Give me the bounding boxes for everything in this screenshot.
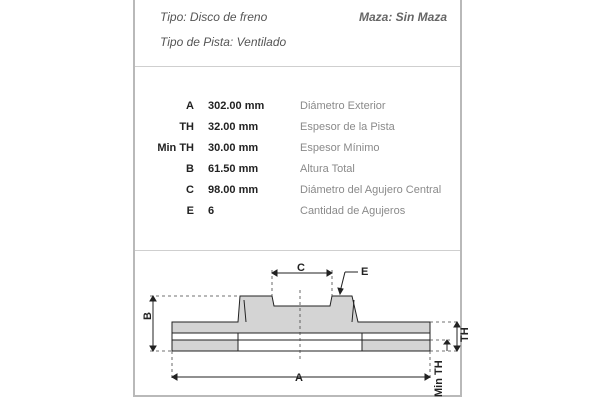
- spec-label: A: [186, 100, 194, 112]
- spec-description: Altura Total: [300, 163, 355, 175]
- dim-min-th-label: Min TH: [433, 360, 445, 397]
- spec-description: Espesor de la Pista: [300, 121, 395, 133]
- spec-value: 6: [208, 205, 215, 217]
- spec-description: Diámetro Exterior: [300, 100, 386, 112]
- spec-value: 98.00 mm: [208, 184, 259, 196]
- dim-e-label: E: [361, 266, 369, 278]
- spec-description: Diámetro del Agujero Central: [300, 184, 442, 196]
- spec-value: 302.00 mm: [208, 100, 265, 112]
- rotor-bottom-plate-right: [362, 340, 430, 351]
- dim-c-label: C: [297, 262, 305, 274]
- dim-e-arrow: [338, 288, 343, 294]
- spec-value: 30.00 mm: [208, 142, 259, 154]
- spec-value: 32.00 mm: [208, 121, 259, 133]
- spec-label: C: [186, 184, 194, 196]
- vent-edges: [172, 333, 430, 340]
- dim-b-label: B: [142, 312, 154, 320]
- dim-a-label: A: [295, 372, 303, 384]
- spec-label: B: [186, 163, 194, 175]
- spec-label: Min TH: [157, 142, 194, 154]
- rotor-top-plate: [172, 296, 430, 333]
- rotor-bottom-plate-left: [172, 340, 238, 351]
- spec-description: Cantidad de Agujeros: [300, 205, 406, 217]
- spec-label: E: [186, 205, 194, 217]
- dim-th-label: TH: [459, 327, 471, 342]
- spec-description: Espesor Mínimo: [300, 142, 380, 154]
- spec-label: TH: [179, 121, 194, 133]
- tipo-text: Tipo: Disco de freno: [160, 10, 268, 24]
- spec-value: 61.50 mm: [208, 163, 259, 175]
- maza-text: Maza: Sin Maza: [359, 10, 448, 24]
- tipo-pista-text: Tipo de Pista: Ventilado: [160, 35, 287, 49]
- dim-min-th-arrow: [444, 340, 450, 344]
